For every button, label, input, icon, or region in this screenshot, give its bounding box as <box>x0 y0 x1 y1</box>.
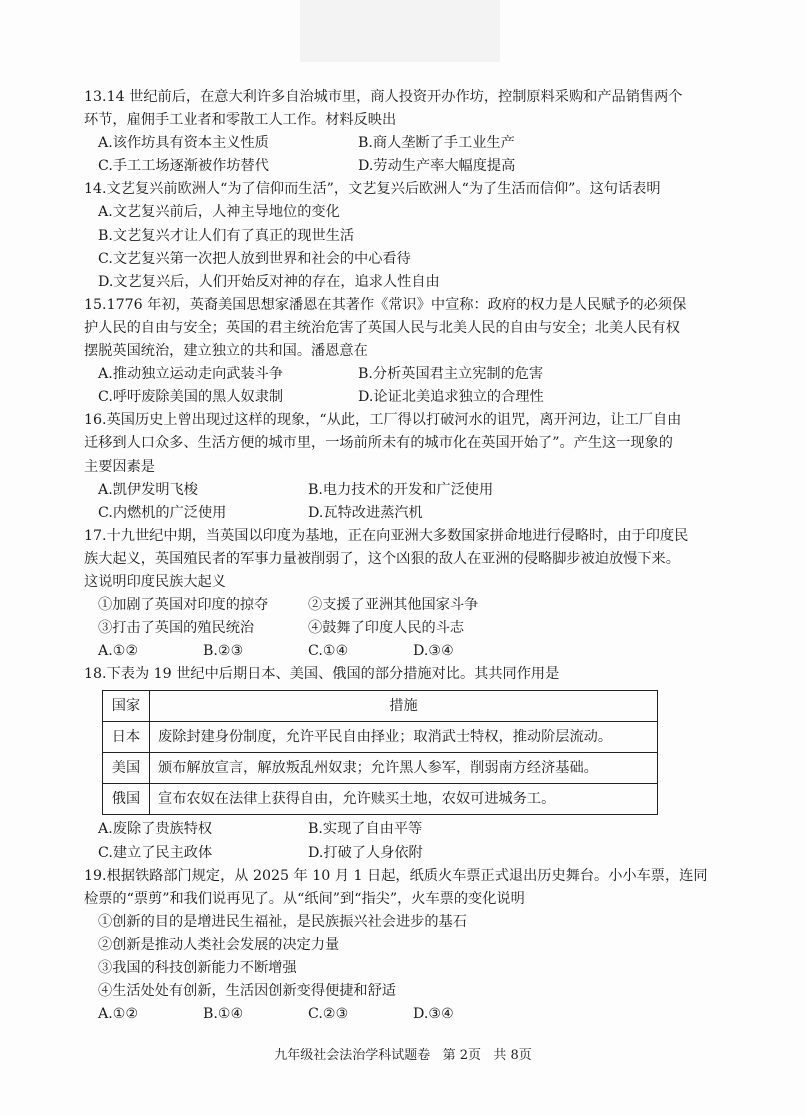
question-stem-line: 16.英国历史上曾出现过这样的现象，“从此，工厂得以打破河水的诅咒，离开河边，让工厂自由 <box>84 412 682 429</box>
option-c: C.②③ <box>308 1006 349 1023</box>
option-row <box>84 502 734 525</box>
statement-1: ①加剧了英国对印度的掠夺 <box>98 597 269 614</box>
option-d: D.论证北美追求独立的合理性 <box>358 389 544 406</box>
option-c: C.内燃机的广泛使用 <box>98 504 227 521</box>
statement-4: ④鼓舞了印度人民的斗志 <box>308 620 465 637</box>
table-cell-country: 日本 <box>103 722 150 753</box>
question-stem-line: 摆脱英国统治，建立独立的共和国。潘恩意在 <box>84 343 368 360</box>
option-d: D.③④ <box>413 1006 454 1023</box>
option-row <box>84 1003 734 1026</box>
comparison-table <box>102 690 658 815</box>
option-b: B.分析英国君主立宪制的危害 <box>358 366 544 383</box>
question-16 <box>84 409 734 524</box>
option-b: B.①④ <box>203 1006 244 1023</box>
statement-row <box>84 594 734 617</box>
option-row <box>84 386 734 409</box>
option-c: C.建立了民主政体 <box>98 844 213 861</box>
question-stem-line: 环节，雇佣手工业者和零散工人工作。材料反映出 <box>84 112 397 129</box>
option-a: A.文艺复兴前后，人神主导地位的变化 <box>98 204 340 221</box>
question-stem-line: 19.根据铁路部门规定，从 2025 年 10 月 1 日起，纸质火车票正式退出历史舞台。小小车票，连同 <box>84 867 708 884</box>
option-row <box>84 363 734 386</box>
table-cell-measure: 废除封建身份制度，允许平民自由择业；取消武士特权，推动阶层流动。 <box>150 722 658 753</box>
question-13 <box>84 86 734 178</box>
option-d: D.劳动生产率大幅度提高 <box>358 158 516 175</box>
question-stem-line: 14.文艺复兴前欧洲人“为了信仰而生活”，文艺复兴后欧洲人“为了生活而信仰”。这句话表明 <box>84 181 661 198</box>
option-b: B.②③ <box>203 643 244 660</box>
option-b: B.商人垄断了手工业生产 <box>358 135 515 152</box>
question-stem-line: 18.下表为 19 世纪中后期日本、美国、俄国的部分措施对比。其共同作用是 <box>84 666 560 683</box>
option-a: A.①② <box>98 643 139 660</box>
option-d: D.文艺复兴后，人们开始反对神的存在，追求人性自由 <box>98 273 440 290</box>
option-a: A.①② <box>98 1006 139 1023</box>
option-b: B.电力技术的开发和广泛使用 <box>308 481 494 498</box>
option-a: A.该作坊具有资本主义性质 <box>98 135 269 152</box>
question-stem-line: 这说明印度民族大起义 <box>84 573 226 590</box>
option-c: C.文艺复兴第一次把人放到世界和社会的中心看待 <box>98 250 411 267</box>
table-cell-country: 美国 <box>103 753 150 784</box>
option-c: C.手工工场逐渐被作坊替代 <box>98 158 269 175</box>
table-header-row <box>103 691 658 722</box>
table-header: 国家 <box>103 691 150 722</box>
option-a: A.凯伊发明飞梭 <box>98 481 198 498</box>
option-row <box>84 132 734 155</box>
table-row <box>103 753 658 784</box>
option-d: D.瓦特改进蒸汽机 <box>308 504 423 521</box>
statement-2: ②创新是推动人类社会发展的决定力量 <box>98 936 340 953</box>
table-cell-measure: 宣布农奴在法律上获得自由，允许赎买土地，农奴可进城务工。 <box>150 784 658 815</box>
table-row <box>103 784 658 815</box>
question-stem-line: 15.1776 年初，英裔美国思想家潘恩在其著作《常识》中宣称：政府的权力是人民赋予的必须保 <box>84 296 687 313</box>
option-d: D.打破了人身依附 <box>308 844 423 861</box>
question-stem-line: 迁移到人口众多、生活方便的城市里，一场前所未有的城市化在英国开始了”。产生这一现象的 <box>84 435 673 452</box>
question-stem-line: 13.14 世纪前后，在意大利许多自治城市里，商人投资开办作坊，控制原料采购和产品销售两个 <box>84 89 683 105</box>
question-stem-line: 族大起义，英国殖民者的军事力量被削弱了，这个凶狠的敌人在亚洲的侵略脚步被迫放慢下来。 <box>84 550 680 567</box>
option-b: B.实现了自由平等 <box>308 821 423 838</box>
question-stem-line: 护人民的自由与安全；英国的君主统治危害了英国人民与北美人民的自由与安全；北美人民有权 <box>84 319 680 336</box>
question-stem-line: 主要因素是 <box>84 458 155 475</box>
question-19 <box>84 865 734 1027</box>
option-row <box>84 640 734 663</box>
statement-3: ③打击了英国的殖民统治 <box>98 620 255 637</box>
option-row <box>84 479 734 502</box>
option-row <box>84 818 734 841</box>
statement-4: ④生活处处有创新，生活因创新变得便捷和舒适 <box>98 983 396 1000</box>
question-14 <box>84 178 734 293</box>
question-stem-line: 17.十九世纪中期，当英国以印度为基地，正在向亚洲大多数国家拼命地进行侵略时，由于印度民 <box>84 527 689 544</box>
table-cell-measure: 颁布解放宣言，解放叛乱州奴隶；允许黑人参军，削弱南方经济基础。 <box>150 753 658 784</box>
table-header: 措施 <box>150 691 658 722</box>
header-stamp <box>300 0 500 62</box>
question-18 <box>84 663 734 864</box>
option-row <box>84 842 734 865</box>
option-c: C.呼吁废除美国的黑人奴隶制 <box>98 389 284 406</box>
table-row <box>103 722 658 753</box>
table-cell-country: 俄国 <box>103 784 150 815</box>
statement-3: ③我国的科技创新能力不断增强 <box>98 960 297 976</box>
option-row <box>84 155 734 178</box>
page-footer: 九年级社会法治学科试题卷 第 2页 共 8页 <box>274 1048 532 1063</box>
option-a: A.推动独立运动走向武装斗争 <box>98 366 284 383</box>
question-15 <box>84 294 734 409</box>
question-17 <box>84 525 734 664</box>
option-b: B.文艺复兴才让人们有了真正的现世生活 <box>98 227 355 244</box>
statement-2: ②支援了亚洲其他国家斗争 <box>308 597 479 614</box>
statement-1: ①创新的目的是增进民生福祉，是民族振兴社会进步的基石 <box>98 913 467 930</box>
option-c: C.①④ <box>308 643 349 660</box>
option-d: D.③④ <box>413 643 454 660</box>
question-stem-line: 检票的“票剪”和我们说再见了。从“纸间”到“指尖”，火车票的变化说明 <box>84 890 525 907</box>
option-a: A.废除了贵族特权 <box>98 821 213 838</box>
question-list <box>84 86 734 1026</box>
statement-row <box>84 617 734 640</box>
